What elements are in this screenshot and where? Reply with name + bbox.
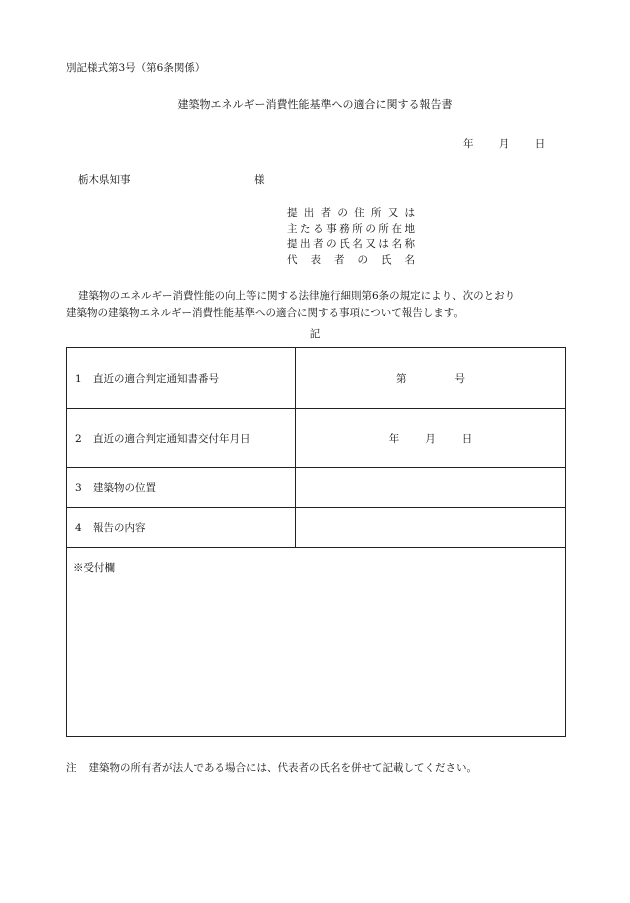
submitter-name-label: 提出者の氏名又は名称 bbox=[287, 238, 415, 250]
note-text: 建築物の所有者が法人である場合には、代表者の氏名を併せて記載してください。 bbox=[88, 762, 477, 774]
table-row bbox=[67, 508, 566, 548]
issue-date-year: 年 bbox=[388, 432, 400, 445]
body-line-2: 建築物の建築物エネルギー消費性能基準への適合に関する事項について報告します。 bbox=[66, 307, 464, 319]
table-row bbox=[67, 348, 566, 409]
issue-date-month: 月 bbox=[425, 432, 436, 445]
addressee: 栃木県知事 bbox=[78, 174, 131, 186]
form-number: 別記様式第3号（第6条関係） bbox=[66, 62, 206, 74]
issue-date-day: 日 bbox=[461, 432, 473, 445]
honorific: 様 bbox=[254, 174, 265, 186]
notice-number-suffix: 号 bbox=[454, 372, 465, 385]
row-number: 1 bbox=[75, 372, 82, 385]
row-label bbox=[67, 409, 296, 468]
row-label bbox=[67, 468, 296, 508]
table-row bbox=[67, 409, 566, 468]
date-year: 年 bbox=[463, 138, 474, 150]
submitter-block bbox=[287, 206, 415, 268]
ki-heading: 記 bbox=[309, 328, 321, 340]
building-location-field[interactable] bbox=[296, 468, 566, 508]
body-paragraph bbox=[66, 288, 515, 322]
submitter-office-label: 主たる事務所の所在地 bbox=[287, 222, 415, 235]
report-table bbox=[66, 347, 566, 737]
reception-field bbox=[67, 548, 566, 737]
row-label-text: 建築物の位置 bbox=[93, 482, 156, 494]
table-row bbox=[67, 468, 566, 508]
row-label-text: 直近の適合判定通知書番号 bbox=[93, 372, 219, 385]
row-label bbox=[67, 508, 296, 548]
date-month: 月 bbox=[498, 138, 510, 150]
document-title: 建築物エネルギー消費性能基準への適合に関する報告書 bbox=[177, 98, 453, 111]
reception-row bbox=[67, 548, 566, 737]
body-line-1: 建築物のエネルギー消費性能の向上等に関する法律施行細則第6条の規定により、次のとおり bbox=[78, 290, 516, 302]
row-label-text: 直近の適合判定通知書交付年月日 bbox=[93, 432, 251, 445]
row-number: 3 bbox=[75, 482, 82, 494]
issue-date-field[interactable] bbox=[296, 409, 566, 468]
row-number: 4 bbox=[75, 522, 82, 534]
row-label-text: 報告の内容 bbox=[93, 522, 146, 534]
date-line bbox=[463, 136, 545, 151]
date-day: 日 bbox=[534, 138, 546, 150]
reception-label: ※受付欄 bbox=[73, 562, 115, 574]
footnote bbox=[66, 760, 477, 775]
notice-number-field[interactable] bbox=[296, 348, 566, 409]
notice-number-prefix: 第 bbox=[396, 372, 407, 385]
report-content-field[interactable] bbox=[296, 508, 566, 548]
row-number: 2 bbox=[75, 432, 82, 445]
submitter-address-label: 提出者の住所又は bbox=[287, 207, 415, 219]
row-label bbox=[67, 348, 296, 409]
submitter-representative-label: 代表者の氏名 bbox=[287, 253, 415, 266]
note-prefix: 注 bbox=[66, 762, 77, 774]
